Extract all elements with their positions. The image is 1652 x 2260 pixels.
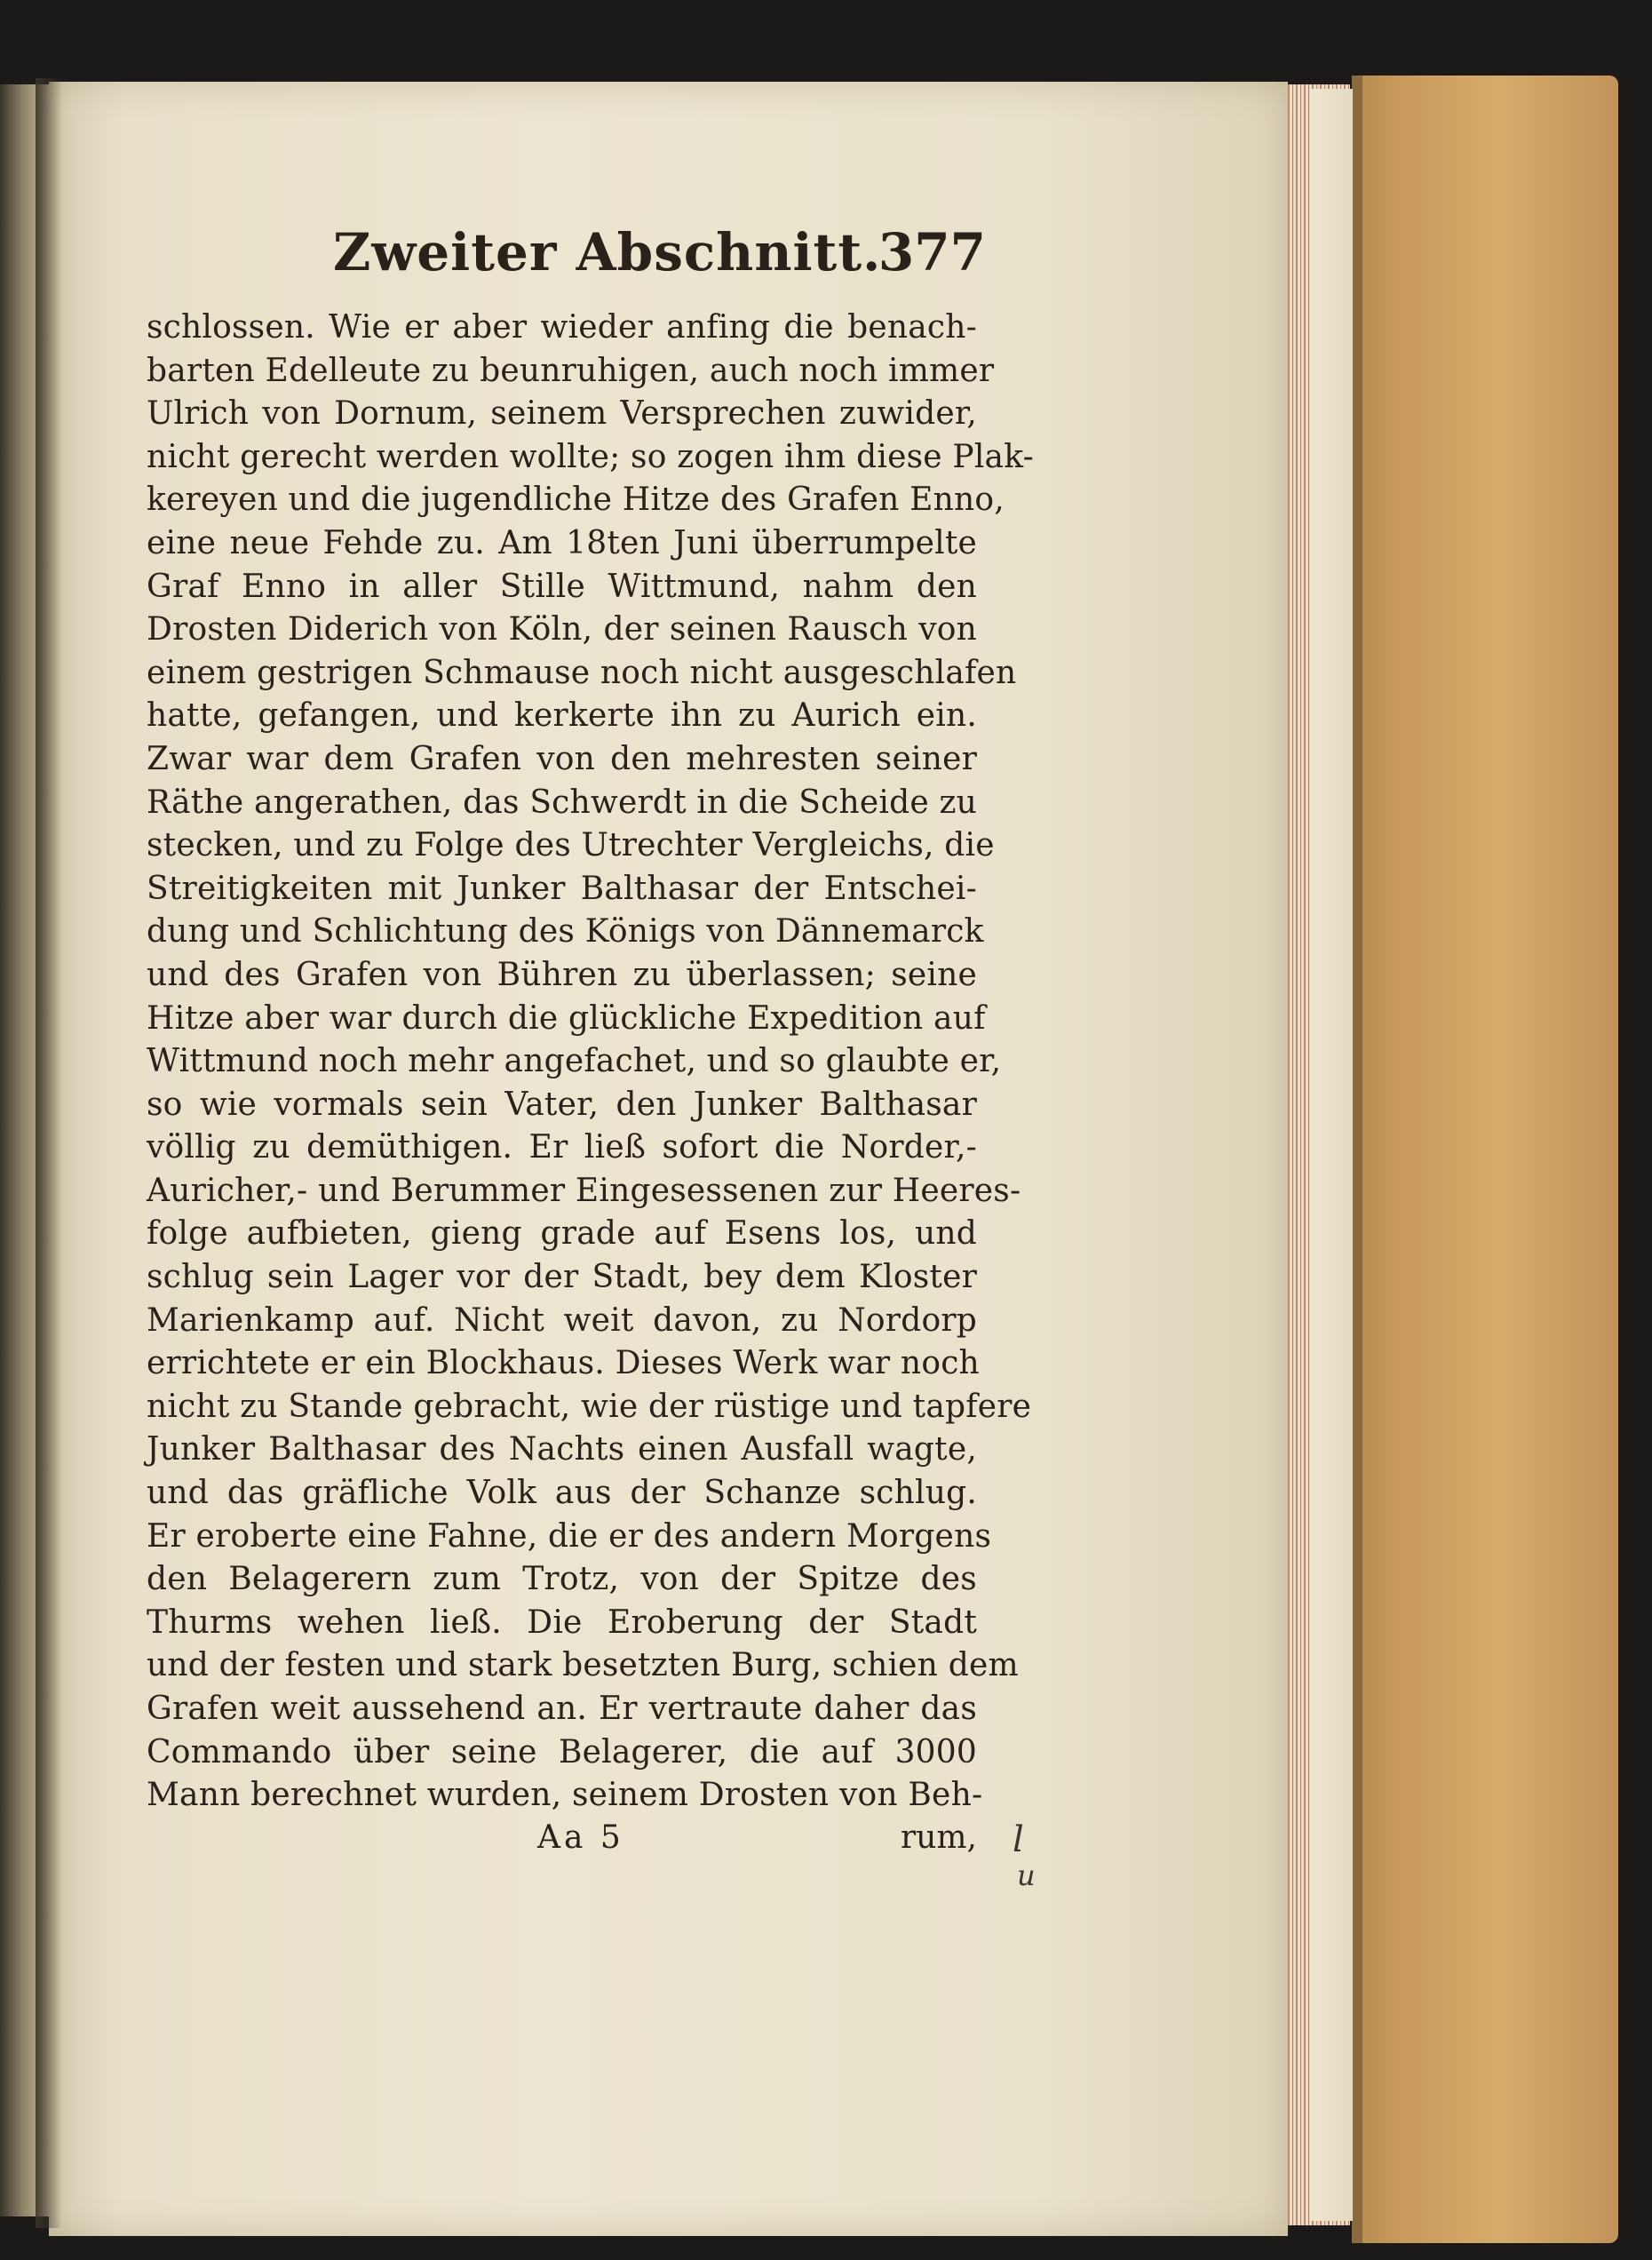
chapter-heading: Zweiter Abschnitt. <box>333 222 882 282</box>
margin-annotation: l <box>1013 1819 1024 1860</box>
text-line: den Belagerern zum Trotz, von der Spitze des <box>147 1561 977 1598</box>
page-edges-light <box>1310 89 1353 2221</box>
text-line: einem gestrigen Schmause noch nicht ausgeschlafen <box>147 654 1017 691</box>
margin-annotation: u <box>1017 1858 1036 1892</box>
text-line: völlig zu demüthigen. Er ließ sofort die Norder,- <box>147 1129 977 1166</box>
text-line: Drosten Diderich von Köln, der seinen Rausch von <box>147 611 977 649</box>
text-line: schlossen. Wie er aber wieder anfing die benach- <box>147 309 977 346</box>
text-line: und das gräfliche Volk aus der Schanze schlug. <box>147 1475 977 1512</box>
text-line: barten Edelleute zu beunruhigen, auch noch immer <box>147 352 995 389</box>
text-line: so wie vormals sein Vater, den Junker Balthasar <box>147 1086 977 1123</box>
text-line: Er eroberte eine Fahne, die er des andern Morgens <box>147 1517 992 1555</box>
text-line: Grafen weit aussehend an. Er vertraute daher das <box>147 1691 977 1727</box>
text-line: errichtete er ein Blockhaus. Dieses Werk war noch <box>147 1345 980 1382</box>
text-line: schlug sein Lager vor der Stadt, bey dem Kloster <box>147 1259 977 1296</box>
text-line: nicht gerecht werden wollte; so zogen ihm diese Plak- <box>147 438 1034 475</box>
page-content <box>147 222 1034 1866</box>
text-line: Junker Balthasar des Nachts einen Ausfall wagte, <box>147 1431 977 1468</box>
text-line: und des Grafen von Bühren zu überlassen; seine <box>147 956 977 993</box>
gutter-shadow <box>36 78 62 2228</box>
text-line: Ulrich von Dornum, seinem Versprechen zuwider, <box>147 395 977 433</box>
text-line: hatte, gefangen, und kerkerte ihn zu Aurich ein. <box>147 697 977 735</box>
text-line: nicht zu Stande gebracht, wie der rüstige und tapfere <box>147 1388 1032 1425</box>
text-line: Marienkamp auf. Nicht weit davon, zu Nordorp <box>147 1301 977 1339</box>
text-line: und der festen und stark besetzten Burg, schien dem <box>147 1647 1019 1684</box>
text-line: Hitze aber war durch die glückliche Expedition auf <box>147 999 986 1037</box>
page-footer <box>147 1819 977 1866</box>
text-line: Graf Enno in aller Stille Wittmund, nahm den <box>147 568 977 605</box>
text-line: Zwar war dem Grafen von den mehresten seiner <box>147 740 977 777</box>
text-line: Streitigkeiten mit Junker Balthasar der Entschei- <box>147 870 977 907</box>
text-line: dung und Schlichtung des Königs von Dännemarck <box>147 913 984 951</box>
signature-mark: Aa 5 <box>537 1818 624 1856</box>
page-number: 377 <box>878 222 986 282</box>
body-text <box>147 306 1034 1818</box>
text-line: folge aufbieten, gieng grade auf Esens los, und <box>147 1215 977 1253</box>
text-line: Räthe angerathen, das Schwerdt in die Scheide zu <box>147 784 978 821</box>
text-line: Mann berechnet wurden, seinem Drosten von Beh- <box>147 1777 983 1814</box>
text-line: Commando über seine Belagerer, die auf 3000 <box>147 1733 977 1771</box>
text-line: Thurms wehen ließ. Die Eroberung der Stadt <box>147 1603 977 1641</box>
text-line: Wittmund noch mehr angefachet, und so glaubte er, <box>147 1043 1002 1080</box>
text-line: kereyen und die jugendliche Hitze des Grafen Enno, <box>147 481 1005 519</box>
catchword: rum, <box>901 1818 977 1856</box>
text-line: eine neue Fehde zu. Am 18ten Juni überrumpelte <box>147 524 977 561</box>
text-line: stecken, und zu Folge des Utrechter Vergleichs, die <box>147 827 995 864</box>
cover-edge <box>1352 76 1362 2243</box>
leather-cover <box>1352 76 1618 2243</box>
text-line: Auricher,- und Berummer Eingesessenen zur Heeres- <box>147 1172 1021 1209</box>
running-head <box>147 222 986 306</box>
